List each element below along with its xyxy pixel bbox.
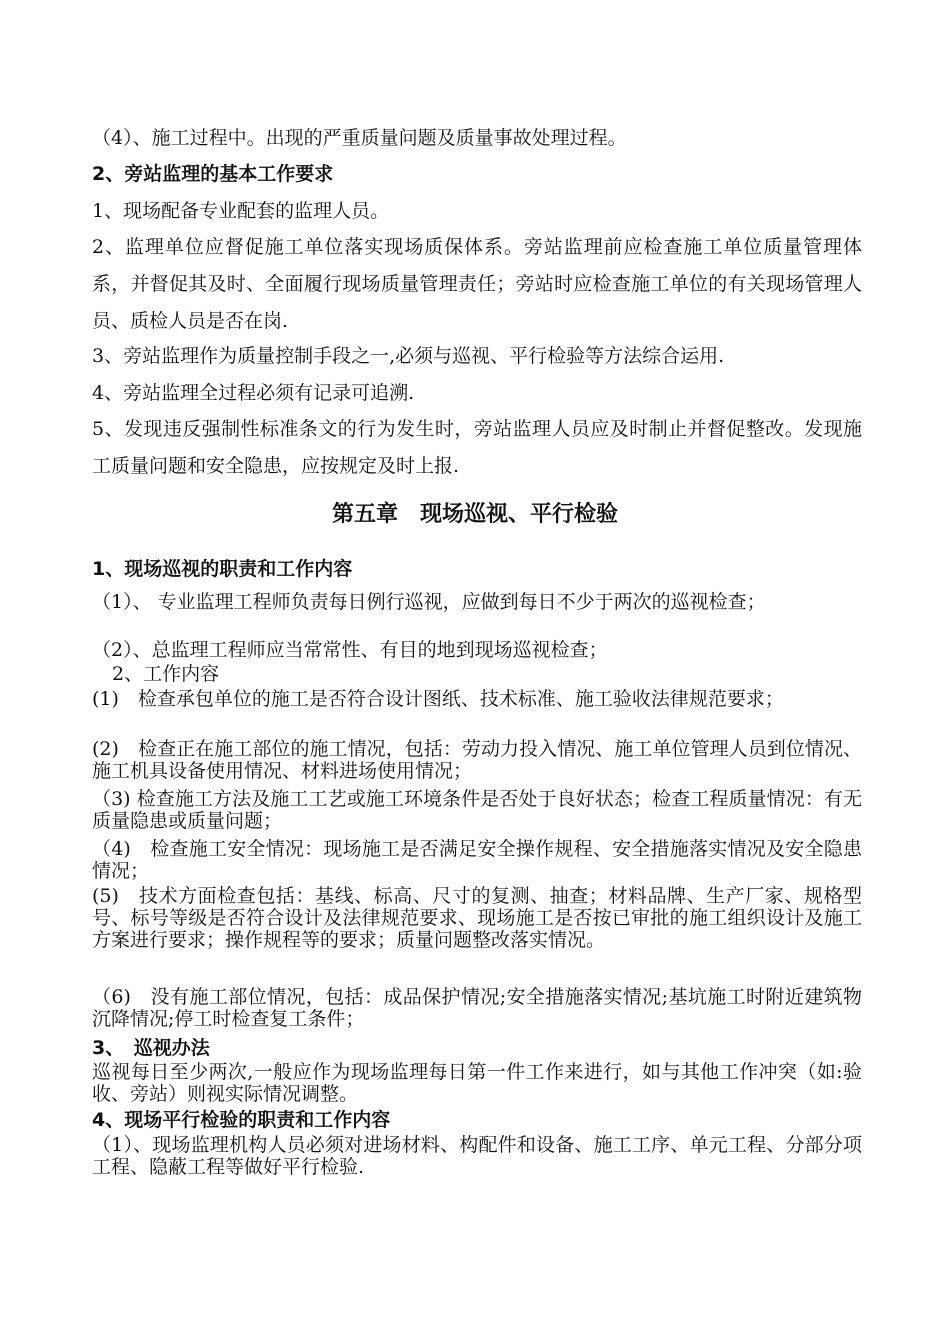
work-content-4: （4) 检查施工安全情况：现场施工是否满足安全操作规程、安全措施落实情况及安全隐患情况； <box>92 838 862 882</box>
section-heading-patrol-duties: 1、现场巡视的职责和工作内容 <box>92 558 353 580</box>
work-content-1: (1) 检查承包单位的施工是否符合设计图纸、技术标准、施工验收法律规范要求； <box>92 688 784 710</box>
section-heading-parallel-inspection: 4、现场平行检验的职责和工作内容 <box>92 1109 391 1131</box>
patrol-duty-1: （1）、 专业监理工程师负责每日例行巡视，应做到每日不少于两次的巡视检查； <box>92 591 766 613</box>
chapter-title: 第五章 现场巡视、平行检验 <box>331 501 618 527</box>
requirement-3: 3、旁站监理作为质量控制手段之一,必须与巡视、平行检验等方法综合运用. <box>92 345 725 367</box>
requirement-2: 2、监理单位应督促施工单位落实现场质保体系。旁站监理前应检查施工单位质量管理体系，并督促其及时、全面履行现场质量管理责任；旁站时应检查施工单位的有关现场管理人员、质检人员是否在岗. <box>92 236 862 332</box>
section-heading-patrol-method: 3、 巡视办法 <box>92 1037 210 1059</box>
subheading-work-content: 2、工作内容 <box>112 663 220 685</box>
work-content-2: (2) 检查正在施工部位的施工情况，包括：劳动力投入情况、施工单位管理人员到位情况、施工机具设备使用情况、材料进场使用情况； <box>92 738 862 782</box>
requirement-1: 1、现场配备专业配套的监理人员。 <box>92 200 390 222</box>
work-content-3: （3) 检查施工方法及施工工艺或施工环境条件是否处于良好状态；检查工程质量情况：有无质量隐患或质量问题； <box>92 788 862 832</box>
patrol-duty-2: （2）、总监理工程师应当常常性、有目的地到现场巡视检查； <box>92 639 608 661</box>
requirement-5: 5、发现违反强制性标准条文的行为发生时，旁站监理人员应及时制止并督促整改。发现施工质量问题和安全隐患，应按规定及时上报. <box>92 418 862 477</box>
parallel-inspection-1: （1）、现场监理机构人员必须对进场材料、构配件和设备、施工工序、单元工程、分部分项工程、隐蔽工程等做好平行检验. <box>92 1134 862 1178</box>
work-content-5: (5) 技术方面检查包括：基线、标高、尺寸的复测、抽查；材料品牌、生产厂家、规格型号、标号等级是否符合设计及法律规范要求、现场施工是否按已审批的施工组织设计及施工方案进行要求；操作规程等的要求；质量问题整改落实情况。 <box>92 885 862 951</box>
work-content-6: （6) 没有施工部位情况，包括：成品保护情况;安全措施落实情况;基坑施工时附近建筑物沉降情况;停工时检查复工条件； <box>92 986 862 1030</box>
requirement-4: 4、旁站监理全过程必须有记录可追溯. <box>92 382 415 404</box>
section-heading-sidestation-requirements: 2、旁站监理的基本工作要求 <box>92 163 334 185</box>
paragraph-item-4: （4）、施工过程中。出现的严重质量问题及质量事故处理过程。 <box>92 127 627 149</box>
patrol-method-text: 巡视每日至少两次,一般应作为现场监理每日第一件工作来进行，如与其他工作冲突（如:验收、旁站）则视实际情况调整。 <box>92 1061 862 1105</box>
